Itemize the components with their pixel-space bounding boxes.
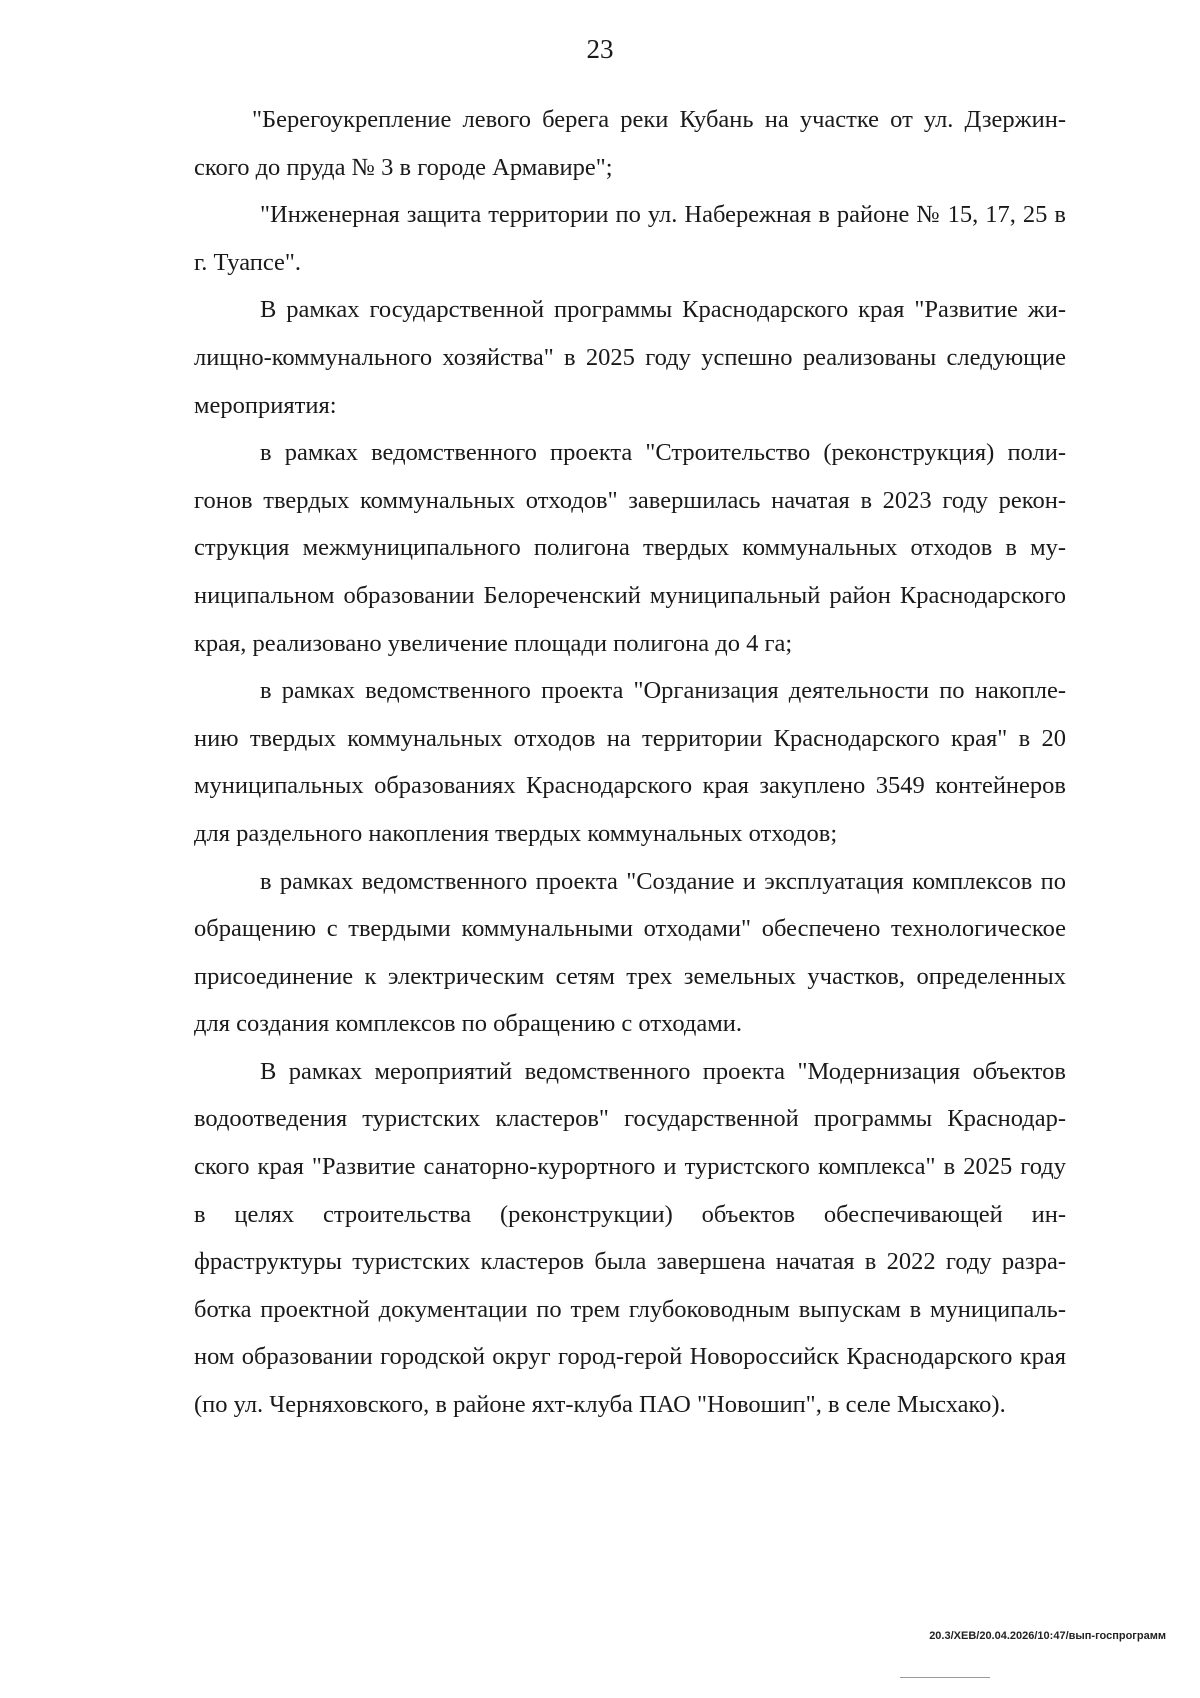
page-number: 23 [586,34,614,64]
paragraph-3: В рамках государственной программы Краснодарского края "Развитие жилищно-коммунального хозяйства" в 2025 году успешно реализованы следующие мероприятия: [194,296,1066,419]
document-footer-code: 20.3/ХЕВ/20.04.2026/10:47/вып-госпрограмм [929,1630,1166,1642]
paragraph-6: в рамках ведомственного проекта "Создание и эксплуатация комплексов по обращению с твердыми коммунальными отходами" обеспечено технологическое присоединение к электрическим сетям трех земельных участков, определенных для создания комплексов по обращению с отходами. [194,867,1066,1038]
paragraph-4: в рамках ведомственного проекта "Строительство (реконструкция) полигонов твердых коммунальных отходов" завершилась начатая в 2023 году реконструкция межмуниципального полигона твердых коммунальных отходов в муниципальном образовании Белореченский муниципальный район Краснодарского края, реализовано увеличение площади полигона до 4 га; [194,439,1066,657]
document-body [194,96,1066,1429]
paragraph-2: "Инженерная защита территории по ул. Набережная в районе № 15, 17, 25 в г. Туапсе". [194,201,1066,276]
paragraph-5: в рамках ведомственного проекта "Организация деятельности по накоплению твердых коммунальных отходов на территории Краснодарского края" в 20 муниципальных образованиях Краснодарского края закуплено 3549 контейнеров для раздельного накопления твердых коммунальных отходов; [194,677,1066,847]
footer-divider [900,1677,990,1678]
paragraph-1: "Берегоукрепление левого берега реки Кубань на участке от ул. Дзержинского до пруда № 3 в городе Армавире"; [194,106,1066,181]
paragraph-7: В рамках мероприятий ведомственного проекта "Модернизация объектов водоотведения туристских кластеров" государственной программы Краснодарского края "Развитие санаторно-курортного и туристского комплекса" в 2025 году в целях строительства (реконструкции) объектов обеспечивающей инфраструктуры туристских кластеров была завершена начатая в 2022 году разработка проектной документации по трем глубоководным выпускам в муниципальном образовании городской округ город-герой Новороссийск Краснодарского края (по ул. Черняховского, в районе яхт-клуба ПАО "Новошип", в селе Мысхако). [194,1057,1066,1419]
